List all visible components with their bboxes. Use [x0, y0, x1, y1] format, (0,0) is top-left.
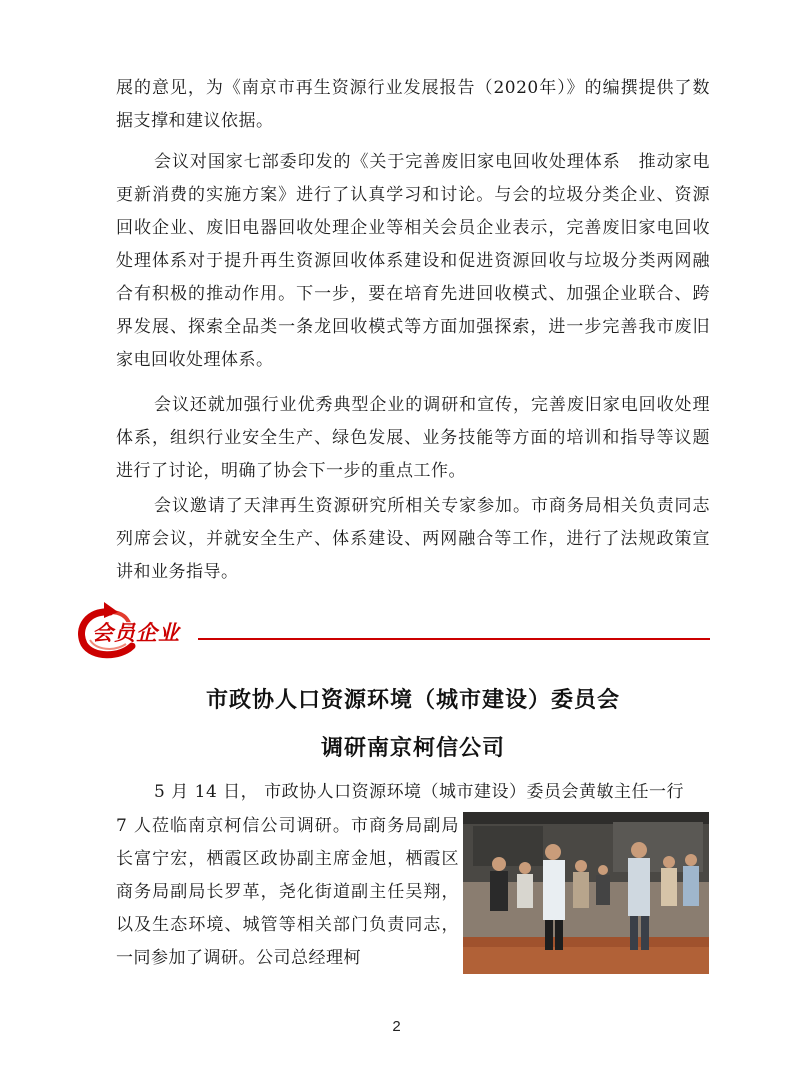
article-title-line-2: 调研南京柯信公司	[320, 736, 505, 761]
paragraph-4: 会议邀请了天津再生资源研究所相关专家参加。市商务局相关负责同志列席会议，并就安全生产、体系建设、两网融合等工作，进行了法规政策宣讲和业务指导。	[116, 496, 710, 582]
section-divider-line	[198, 638, 710, 640]
paragraph-2: 会议对国家七部委印发的《关于完善废旧家电回收处理体系 推动家电更新消费的实施方案》进行了认真学习和讨论。与会的垃圾分类企业、资源回收企业、废旧电器回收处理企业等相关会员企业表示，完善废旧家电回收处理体系对于提升再生资源回收体系建设和促进资源回收与垃圾分类两网融合有积极的推动作用。下一步，要在培育先进回收模式、加强企业联合、跨界发展、探索全品类一条龙回收模式等方面加强探索，进一步完善我市废旧家电回收处理体系。	[116, 152, 710, 370]
section-banner-label: 会员企业	[92, 621, 180, 645]
paragraph-1: 展的意见，为《南京市再生资源行业发展报告（2020年）》的编撰提供了数据支撑和建议依据。	[116, 78, 710, 131]
article-paragraph-intro: 5 月 14 日， 市政协人口资源环境（城市建设）委员会黄敏主任一行	[154, 782, 685, 802]
site-visit-photo	[463, 812, 709, 974]
article-title-line-1: 市政协人口资源环境（城市建设）委员会	[205, 688, 620, 713]
page-number: 2	[392, 1018, 401, 1035]
section-banner	[70, 600, 710, 660]
article-paragraph-body: 7 人莅临南京柯信公司调研。市商务局副局长富宁宏，栖霞区政协副主席金旭，栖霞区商务局副局长罗革，尧化街道副主任吴翔，以及生态环境、城管等相关部门负责同志，一同参加了调研。公司总经理柯	[116, 816, 459, 968]
paragraph-3: 会议还就加强行业优秀典型企业的调研和宣传，完善废旧家电回收处理体系，组织行业安全生产、绿色发展、业务技能等方面的培训和指导等议题进行了讨论，明确了协会下一步的重点工作。	[116, 395, 710, 481]
